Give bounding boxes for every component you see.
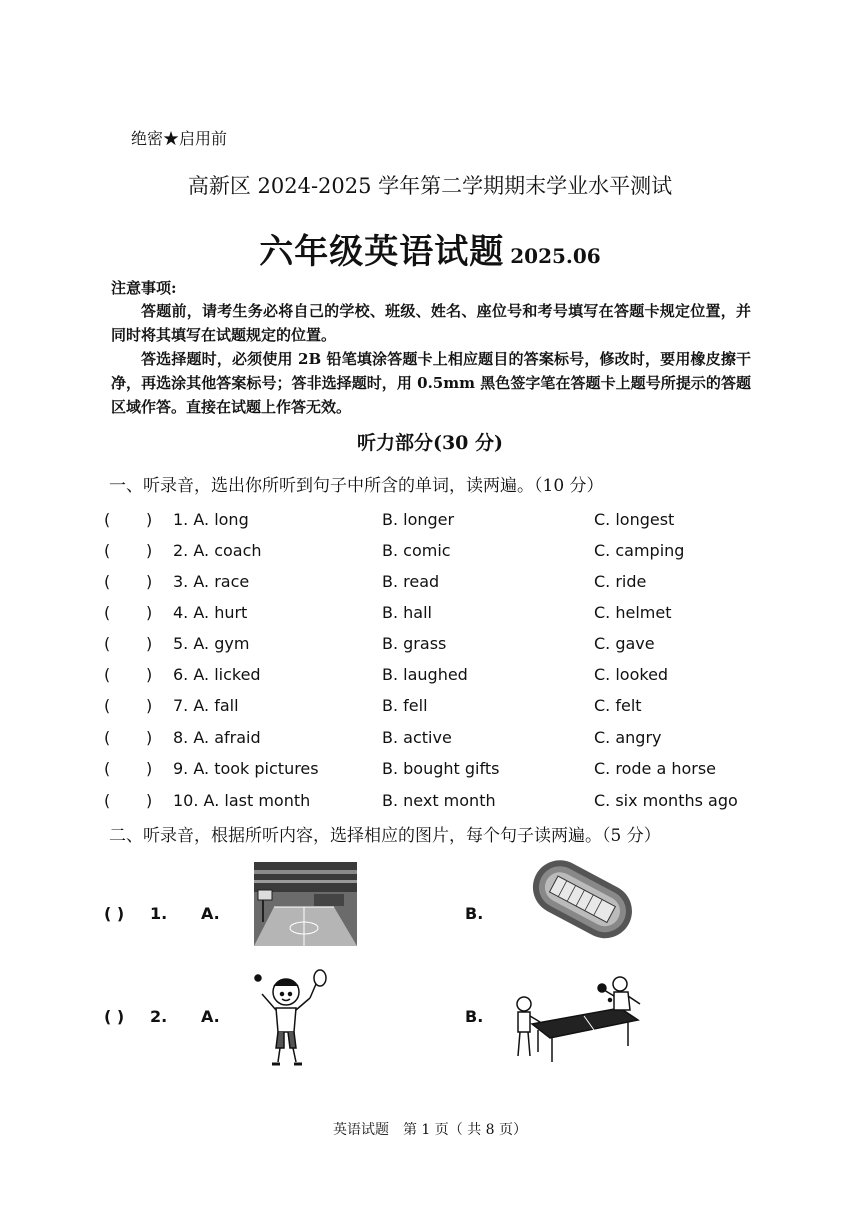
notice-block: [111, 299, 751, 419]
option-a: 4. A. hurt: [173, 603, 248, 622]
picture-question-row: [104, 904, 754, 934]
option-b: B. grass: [382, 634, 447, 653]
question-row: [104, 759, 754, 787]
option-a: 6. A. licked: [173, 665, 261, 684]
option-c: C. looked: [594, 665, 669, 684]
answer-paren-close: ): [146, 728, 153, 747]
answer-paren-open: (: [104, 696, 111, 715]
exam-date: 2025.06: [510, 244, 601, 268]
answer-paren-open: (: [104, 572, 111, 591]
answer-paren-close: ): [146, 634, 153, 653]
notice-paragraph-1: 答题前，请考生务必将自己的学校、班级、姓名、座位号和考号填写在答题卡规定位置，并同时将其填写在试题规定的位置。: [111, 302, 751, 344]
option-a: 10. A. last month: [173, 791, 311, 810]
answer-paren-open: (: [104, 665, 111, 684]
option-a: 5. A. gym: [173, 634, 250, 653]
question-row: [104, 572, 754, 600]
answer-paren-open: (: [104, 541, 111, 560]
answer-paren-close: ): [146, 541, 153, 560]
exam-title-block: [0, 224, 860, 273]
option-a: 8. A. afraid: [173, 728, 261, 747]
answer-paren-open: (: [104, 791, 111, 810]
option-b: B. longer: [382, 510, 455, 529]
answer-paren-open: (: [104, 728, 111, 747]
notice-heading: 注意事项:: [111, 279, 177, 297]
basketball-court-image: [254, 862, 357, 946]
question-row: [104, 541, 754, 569]
answer-paren-open: (: [104, 603, 111, 622]
answer-paren-open: (: [104, 759, 111, 778]
option-c: C. ride: [594, 572, 647, 591]
option-b-label: B.: [465, 904, 484, 923]
answer-paren: ( ): [104, 1007, 125, 1026]
option-c: C. rode a horse: [594, 759, 717, 778]
answer-paren-open: (: [104, 634, 111, 653]
option-c: C. felt: [594, 696, 642, 715]
option-a-label: A.: [201, 1007, 220, 1026]
section2-heading: 二、听录音，根据所听内容，选择相应的图片，每个句子读两遍。（5 分）: [109, 826, 661, 846]
question-row: [104, 603, 754, 631]
listening-section-heading: 听力部分(30 分): [356, 432, 504, 454]
option-b-label: B.: [465, 1007, 484, 1026]
badminton-player-image: [250, 968, 332, 1070]
option-b: B. active: [382, 728, 452, 747]
option-a: 3. A. race: [173, 572, 250, 591]
option-a: 9. A. took pictures: [173, 759, 319, 778]
answer-paren-close: ): [146, 510, 153, 529]
option-b: B. fell: [382, 696, 428, 715]
option-b: B. next month: [382, 791, 496, 810]
option-b: B. comic: [382, 541, 451, 560]
notice-paragraph-2: 答选择题时，必须使用 2B 铅笔填涂答题卡上相应题目的答案标号，修改时，要用橡皮擦干净，再选涂其他答案标号；答非选择题时，用 0.5mm 黑色签字笔在答题卡上题号所提示的答题区域作答。直接在试题上作答无效。: [111, 350, 751, 416]
question-row: [104, 791, 754, 819]
option-c: C. gave: [594, 634, 655, 653]
section1-heading: 一、听录音，选出你所听到句子中所含的单词，读两遍。（10 分）: [109, 476, 604, 496]
option-c: C. helmet: [594, 603, 672, 622]
answer-paren-close: ): [146, 791, 153, 810]
question-number: 2.: [150, 1007, 168, 1026]
page-footer: 英语试题 第 1 页（ 共 8 页）: [332, 1122, 528, 1138]
option-a: 7. A. fall: [173, 696, 239, 715]
question-row: [104, 510, 754, 538]
option-a: 1. A. long: [173, 510, 249, 529]
option-b: B. laughed: [382, 665, 468, 684]
answer-paren-close: ): [146, 759, 153, 778]
question-number: 1.: [150, 904, 168, 923]
question-row: [104, 696, 754, 724]
option-c: C. angry: [594, 728, 662, 747]
question-row: [104, 728, 754, 756]
ping-pong-players-image: [508, 972, 648, 1068]
exam-title: 六年级英语试题: [259, 232, 505, 272]
answer-paren-close: ): [146, 603, 153, 622]
option-c: C. six months ago: [594, 791, 738, 810]
exam-subtitle: 高新区 2024-2025 学年第二学期期末学业水平测试: [187, 174, 673, 198]
option-a: 2. A. coach: [173, 541, 262, 560]
answer-paren-close: ): [146, 665, 153, 684]
option-b: B. read: [382, 572, 440, 591]
option-a-label: A.: [201, 904, 220, 923]
running-track-image: [520, 848, 645, 950]
answer-paren: ( ): [104, 904, 125, 923]
picture-question-row: [104, 1007, 754, 1037]
question-row: [104, 634, 754, 662]
confidential-label: 绝密★启用前: [131, 129, 228, 148]
question-row: [104, 665, 754, 693]
option-b: B. hall: [382, 603, 432, 622]
answer-paren-close: ): [146, 572, 153, 591]
option-c: C. longest: [594, 510, 675, 529]
answer-paren-close: ): [146, 696, 153, 715]
answer-paren-open: (: [104, 510, 111, 529]
option-b: B. bought gifts: [382, 759, 500, 778]
option-c: C. camping: [594, 541, 685, 560]
